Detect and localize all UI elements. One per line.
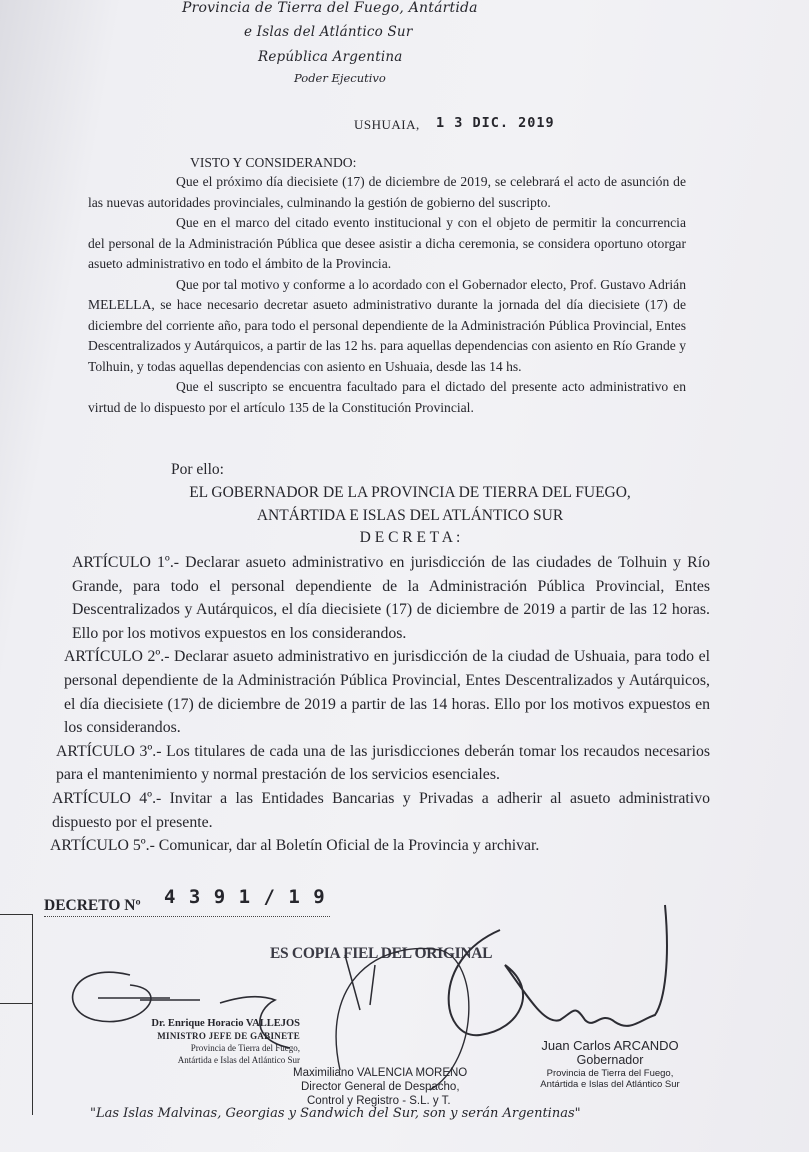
letterhead-line-3: República Argentina <box>258 49 403 65</box>
footer-motto: "Las Islas Malvinas, Georgias y Sandwich del Sur, son y serán Argentinas" <box>90 1106 581 1121</box>
articles <box>50 551 710 858</box>
governor-line-1: EL GOBERNADOR DE LA PROVINCIA DE TIERRA DEL FUEGO, <box>189 484 631 501</box>
considerandos <box>88 172 686 418</box>
place: USHUAIA, <box>354 117 420 132</box>
arcando-org-2: Antártida e Islas del Atlántico Sur <box>540 1079 680 1090</box>
considerando-4: Que el suscripto se encuentra facultado para el dictado del presente acto administrativo en virtud de lo dispuesto por el artículo 135 de la Constitución Provincial. <box>88 379 686 415</box>
article-3: ARTÍCULO 3º.- Los titulares de cada una de las jurisdicciones deberán tomar los recaudos necesarios para el mantenimiento y normal prestación de los servicios esenciales. <box>56 742 710 784</box>
letterhead-line-4: Poder Ejecutivo <box>294 71 386 85</box>
valencia-name: Maximiliano VALENCIA MORENO <box>293 1067 468 1079</box>
decreto-label: DECRETO Nº <box>44 897 141 914</box>
article-4: ARTÍCULO 4º.- Invitar a las Entidades Bancarias y Privadas a adherir al asueto administrativo dispuesto por el presente. <box>52 789 710 831</box>
vallejos-org-1: Provincia de Tierra del Fuego, <box>190 1043 300 1053</box>
valencia-org: Control y Registro - S.L. y T. <box>307 1095 451 1107</box>
copy-stamp: ES COPIA FIEL DEL ORIGINAL <box>270 945 493 962</box>
arcando-signature <box>449 905 667 1035</box>
letterhead-line-2: e Islas del Atlántico Sur <box>244 24 413 40</box>
arcando-role: Gobernador <box>576 1053 644 1067</box>
article-1: ARTÍCULO 1º.- Declarar asueto administrativo en jurisdicción de las ciudades de Tolhuin y Río Grande, para todo el personal dependiente de la Administración Pública Provincial, Entes Descentralizados y Autárquicos, el día diecisiete (17) de diciembre de 2019 a partir de las 12 horas. Ello por los motivos expuestos en los considerandos. <box>72 554 710 642</box>
arcando-block <box>520 1038 700 1090</box>
arcando-org-1: Provincia de Tierra del Fuego, <box>546 1068 674 1079</box>
visto-title: VISTO Y CONSIDERANDO: <box>190 155 357 170</box>
valencia-block <box>293 1066 467 1108</box>
letterhead-line-1: Provincia de Tierra del Fuego, Antártida <box>182 0 478 16</box>
margin-frame <box>0 914 33 1115</box>
decreta-heading: D E C R E T A : <box>359 529 461 546</box>
vallejos-role: MINISTRO JEFE DE GABINETE <box>157 1031 300 1041</box>
arcando-name: Juan Carlos ARCANDO <box>541 1038 679 1053</box>
margin-frame-divider <box>0 1003 32 1004</box>
valencia-role: Director General de Despacho, <box>301 1081 460 1093</box>
decreto-underline <box>44 916 330 917</box>
por-ello: Por ello: <box>171 461 224 478</box>
vallejos-block <box>60 1018 300 1066</box>
article-2: ARTÍCULO 2º.- Declarar asueto administrativo en jurisdicción de la ciudad de Ushuaia, para todo el personal dependiente de la Administración Pública Provincial, Entes Descentralizados y Autárquicos, el día diecisiete (17) de diciembre de 2019 a partir de las 14 horas. Ello por los motivos expuestos en los considerandos. <box>64 648 710 737</box>
governor-line-2: ANTÁRTIDA E ISLAS DEL ATLÁNTICO SUR <box>256 507 564 524</box>
article-5: ARTÍCULO 5º.- Comunicar, dar al Boletín Oficial de la Provincia y archivar. <box>50 837 540 855</box>
decreto-number: 4 3 9 1 / 1 9 <box>164 886 326 908</box>
center-strokes <box>345 955 375 1010</box>
considerando-1: Que el próximo día diecisiete (17) de diciembre de 2019, se celebrará el acto de asunción de las nuevas autoridades provinciales, culminando la gestión de gobierno del suscripto. <box>88 174 686 210</box>
vallejos-name: Dr. Enrique Horacio VALLEJOS <box>151 1018 300 1029</box>
considerando-3: Que por tal motivo y conforme a lo acordado con el Gobernador electo, Prof. Gustavo Adrián MELELLA, se hace necesario decretar asueto administrativo durante la jornada del día diecisiete (17) de diciembre del corriente año, para todo el personal dependiente de la Administración Pública Provincial, Entes Descentralizados y Autárquicos, a partir de las 12 hs. para aquellas dependencias con asiento en Río Grande y Tolhuin, y todas aquellas dependencias con asiento en Ushuaia, desde las 14 hs. <box>88 276 686 374</box>
considerando-2: Que en el marco del citado evento institucional y con el objeto de permitir la concurrencia del personal de la Administración Pública que desee asistir a dicha ceremonia, se considera oportuno otorgar asueto administrativo en todo el ámbito de la Provincia. <box>88 215 686 271</box>
vallejos-org-2: Antártida e Islas del Atlántico Sur <box>177 1055 300 1065</box>
date-stamp: 1 3 DIC. 2019 <box>436 115 555 131</box>
